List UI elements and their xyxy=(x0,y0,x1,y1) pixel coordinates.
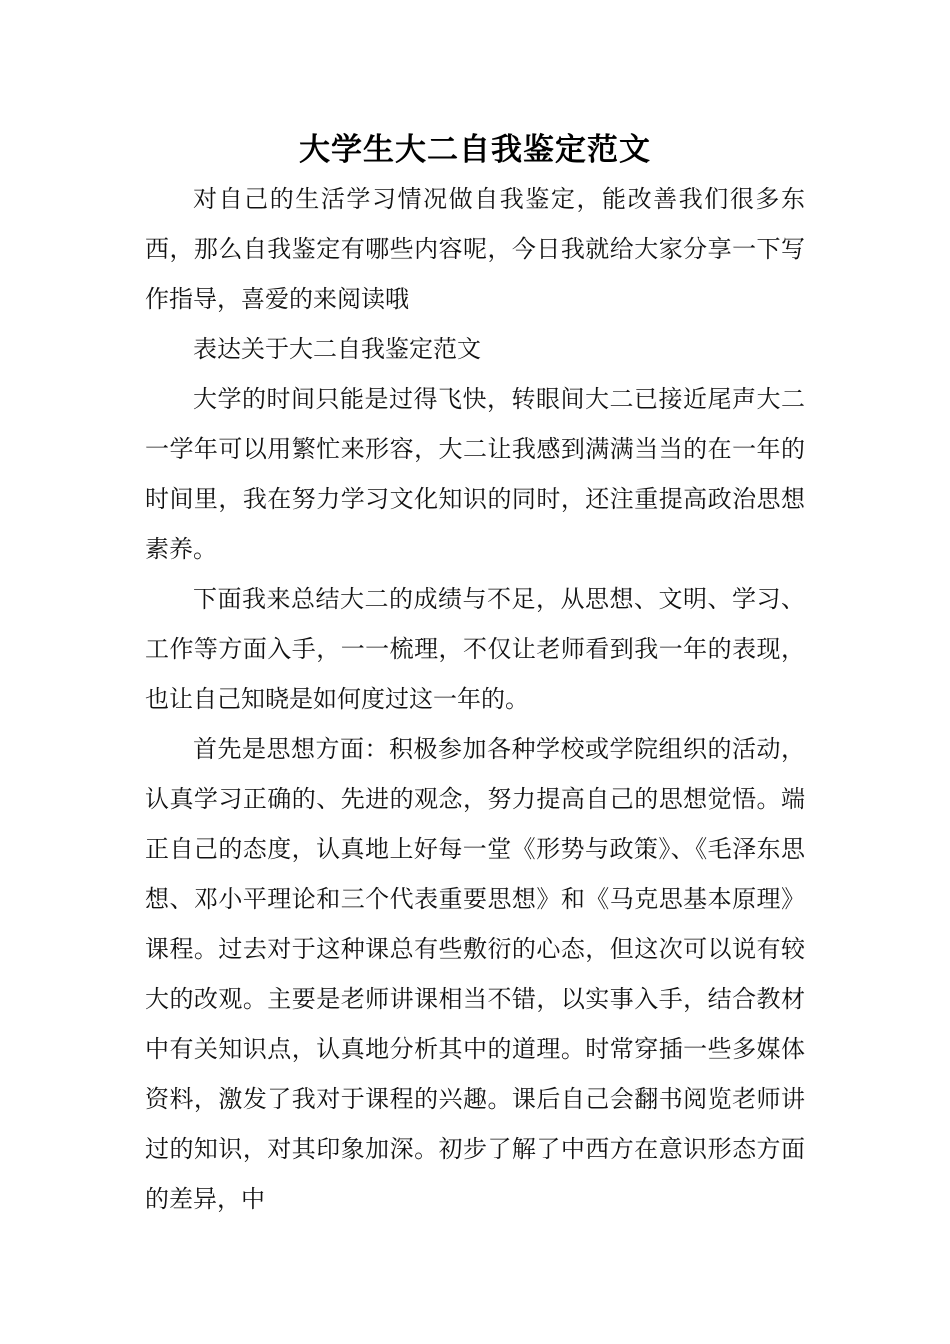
paragraph-summary: 下面我来总结大二的成绩与不足，从思想、文明、学习、工作等方面入手，一一梳理，不仅让老师看到我一年的表现，也让自己知晓是如何度过这一年的。 xyxy=(145,585,805,713)
document-body xyxy=(145,174,805,1224)
paragraph-intro: 对自己的生活学习情况做自我鉴定，能改善我们很多东西，那么自我鉴定有哪些内容呢，今日我就给大家分享一下写作指导，喜爱的来阅读哦 xyxy=(145,185,805,313)
paragraph-time: 大学的时间只能是过得飞快，转眼间大二已接近尾声大二一学年可以用繁忙来形容，大二让我感到满满当当的在一年的时间里，我在努力学习文化知识的同时，还注重提高政治思想素养。 xyxy=(145,385,805,563)
document-title: 大学生大二自我鉴定范文 xyxy=(299,132,651,168)
paragraph-subtitle: 表达关于大二自我鉴定范文 xyxy=(193,335,481,363)
paragraph-thought: 首先是思想方面：积极参加各种学校或学院组织的活动，认真学习正确的、先进的观念，努力提高自己的思想觉悟。端正自己的态度，认真地上好每一堂《形势与政策》、《毛泽东思想、邓小平理论和三个代表重要思想》和《马克思基本原理》课程。过去对于这种课总有些敷衍的心态，但这次可以说有较大的改观。主要是老师讲课相当不错，以实事入手，结合教材中有关知识点，认真地分析其中的道理。时常穿插一些多媒体资料，激发了我对于课程的兴趣。课后自己会翻书阅览老师讲过的知识，对其印象加深。初步了解了中西方在意识形态方面的差异，中 xyxy=(145,735,805,1213)
